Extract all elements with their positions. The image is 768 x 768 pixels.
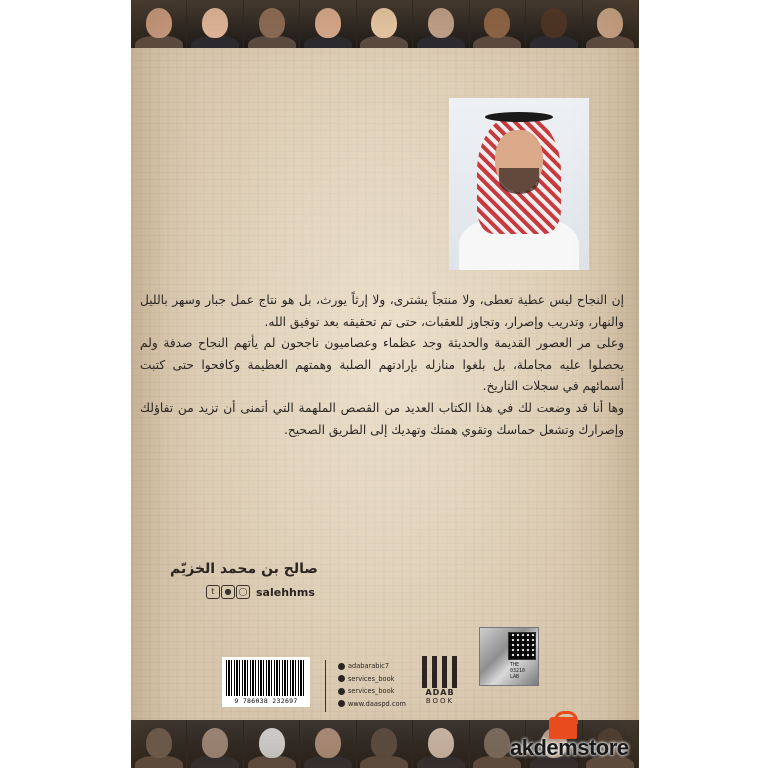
portrait-head (541, 8, 567, 38)
portrait-thumbnail (300, 0, 356, 48)
contact-instagram (338, 673, 418, 686)
portrait-thumbnail (413, 720, 469, 768)
publisher-contacts (338, 660, 418, 710)
back-cover-blurb (140, 290, 624, 441)
instagram-icon (338, 675, 345, 682)
portrait-thumbnail (244, 0, 300, 48)
portrait-thumbnail (244, 720, 300, 768)
photo-agal (485, 112, 553, 122)
portrait-thumbnail (131, 0, 187, 48)
portrait-thumbnail (583, 0, 639, 48)
photo-beard (499, 168, 539, 194)
portrait-head (146, 728, 172, 758)
portrait-head (597, 8, 623, 38)
portrait-thumbnail (470, 0, 526, 48)
contact-website (338, 698, 418, 711)
twitter-icon: t (206, 585, 220, 599)
contact-twitter (338, 685, 418, 698)
portrait-thumbnail (357, 0, 413, 48)
portrait-thumbnail (526, 0, 582, 48)
barcode-bars (226, 660, 306, 696)
portrait-thumbnail (357, 720, 413, 768)
web-icon (338, 700, 345, 707)
contact-snapchat (338, 660, 418, 673)
portrait-head (259, 8, 285, 38)
adab-logo-icon (422, 656, 458, 688)
social-icons (206, 585, 250, 599)
portrait-head (371, 728, 397, 758)
portrait-thumbnail (187, 0, 243, 48)
portrait-head (428, 728, 454, 758)
author-photo (449, 98, 589, 270)
portrait-strip-top (131, 0, 639, 48)
portrait-head (484, 728, 510, 758)
divider (325, 660, 326, 712)
twitter-icon (338, 688, 345, 695)
author-handle: salehhms (256, 585, 315, 599)
author-name: صالح بن محمد الخزيّم (170, 561, 318, 577)
portrait-head (315, 8, 341, 38)
blurb-paragraph-1: إن النجاح ليس عطية تعطى، ولا منتجاً يشترى، ولا إرثاً يورث، بل هو نتاج عمل جبار وسهر بالليل والنهار، وتدريب وإصرار، وتجاوز للعقبات، حتى تم تحقيقه بعد توفيق الله. (140, 293, 624, 329)
author-social (206, 584, 315, 600)
sticker-text: THE 03210 LAB (510, 662, 526, 680)
portrait-thumbnail (413, 0, 469, 48)
portrait-head (484, 8, 510, 38)
portrait-head (202, 728, 228, 758)
isbn-barcode (222, 657, 310, 707)
portrait-thumbnail (131, 720, 187, 768)
publisher-logo (420, 656, 460, 716)
holographic-sticker (479, 627, 539, 686)
contact-text: adabarabic7 (348, 662, 390, 671)
store-watermark: akdemstore (510, 735, 629, 760)
publisher-name-2: BOOK (425, 697, 455, 705)
snapchat-icon: ● (221, 585, 235, 599)
instagram-icon: ◯ (236, 585, 250, 599)
portrait-head (202, 8, 228, 38)
barcode-number: 9 786038 232697 (234, 697, 298, 705)
contact-text: services_book (348, 674, 395, 683)
publisher-name-1: ADAB (425, 688, 455, 697)
blurb-paragraph-3: وها أنا قد وضعت لك في هذا الكتاب العديد من القصص الملهمة التي أتمنى أن تزيد من تفاؤلك وإصرارك وتشعل حماسك وتقوي همتك وتهديك إلى الطريق الصحيح. (140, 400, 624, 437)
portrait-thumbnail (187, 720, 243, 768)
portrait-head (259, 728, 285, 758)
portrait-head (371, 8, 397, 38)
portrait-head (315, 728, 341, 758)
contact-text: www.daaspd.com (348, 699, 406, 708)
qr-code-icon (508, 632, 536, 660)
portrait-head (428, 8, 454, 38)
blurb-paragraph-2: وعلى مر العصور القديمة والحديثة وجد عظماء وعصاميون ناجحون لم يأتهم النجاح صدفة ولم يحصلوا عليه مجاملة، بل بلغوا منازله بإرادتهم الصلبة وهمتهم العظيمة وكافحوا حتى كتبت أسمائهم في سجلات التاريخ. (140, 336, 624, 394)
contact-text: services_book (348, 687, 395, 696)
portrait-thumbnail (300, 720, 356, 768)
portrait-head (146, 8, 172, 38)
snapchat-icon (338, 663, 345, 670)
